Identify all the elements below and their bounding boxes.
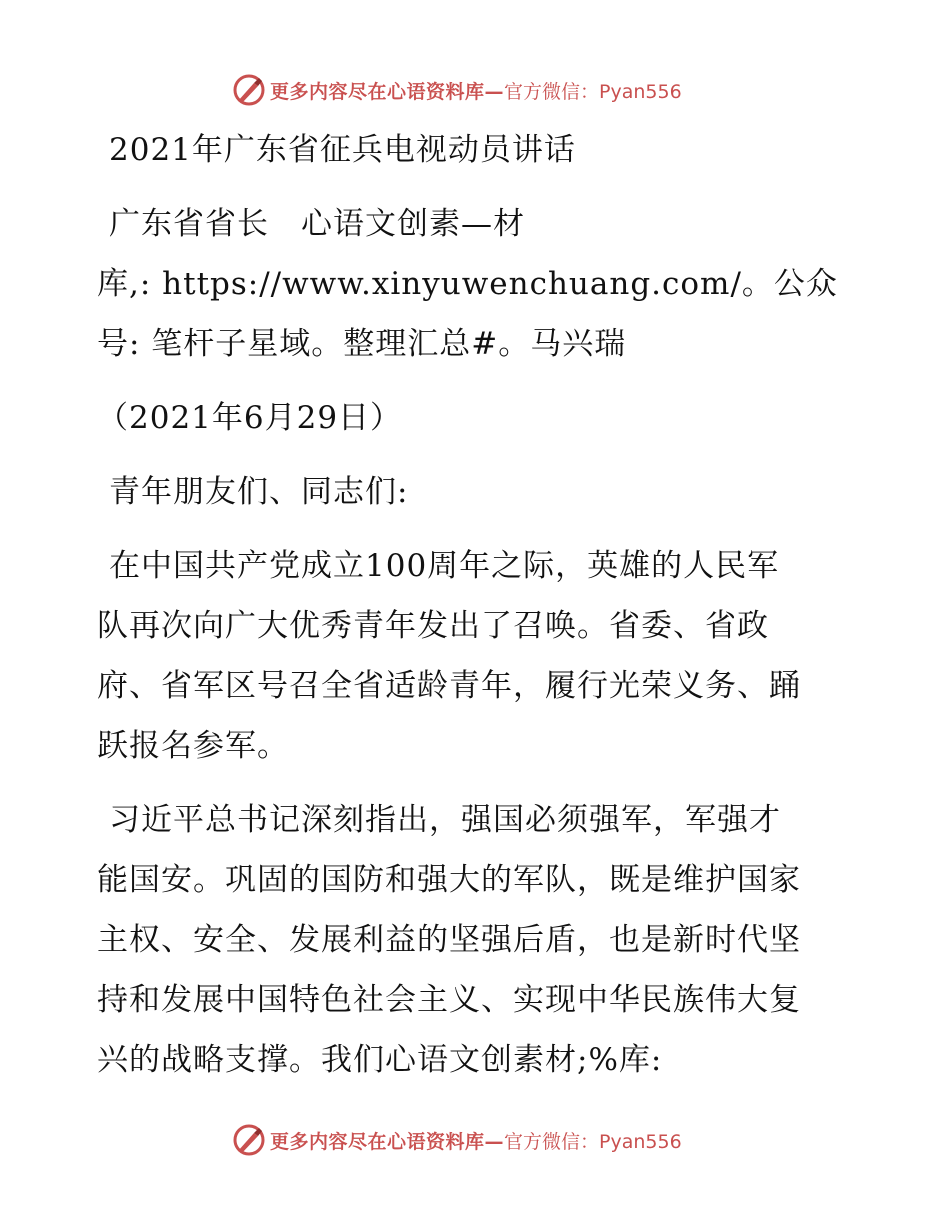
paragraph-1 — [97, 536, 857, 776]
salutation: 青年朋友们、同志们: — [109, 474, 409, 510]
pen-logo-icon — [232, 73, 266, 107]
paragraph-line: 跃报名参军。 — [97, 728, 289, 764]
author-line-2: 库,: https://www.xinyuwenchuang.com/。公众 — [97, 266, 838, 302]
watermark-main-text: 更多内容尽在心语资料库— — [270, 1130, 505, 1153]
paragraph-2 — [97, 790, 857, 1090]
watermark-wechat-text: 官方微信：Pyan556 — [504, 1130, 682, 1153]
header-watermark — [232, 72, 682, 108]
document-body — [97, 120, 857, 1090]
paragraph-line: 持和发展中国特色社会主义、实现中华民族伟大复 — [97, 982, 801, 1018]
paragraph-line: 兴的战略支撑。我们心语文创素材;%库: — [97, 1042, 663, 1078]
author-line-1: 广东省省长 心语文创素—材 — [109, 206, 525, 242]
paragraph-line: 府、省军区号召全省适龄青年，履行光荣义务、踊 — [97, 668, 801, 704]
pen-logo-icon — [232, 1123, 266, 1157]
paragraph-line: 在中国共产党成立100周年之际，英雄的人民军 — [109, 548, 780, 584]
document-date: （2021年6月29日） — [97, 400, 403, 436]
paragraph-line: 主权、安全、发展利益的坚强后盾，也是新时代坚 — [97, 922, 801, 958]
paragraph-line: 能国安。巩固的国防和强大的军队，既是维护国家 — [97, 862, 801, 898]
paragraph-line: 习近平总书记深刻指出，强国必须强军，军强才 — [109, 802, 781, 838]
document-title: 2021年广东省征兵电视动员讲话 — [109, 132, 576, 168]
footer-watermark — [232, 1122, 682, 1158]
author-line-3: 号: 笔杆子星域。整理汇总#。马兴瑞 — [97, 326, 627, 362]
paragraph-line: 队再次向广大优秀青年发出了召唤。省委、省政 — [97, 608, 769, 644]
watermark-wechat-text: 官方微信：Pyan556 — [504, 80, 682, 103]
watermark-main-text: 更多内容尽在心语资料库— — [270, 80, 505, 103]
